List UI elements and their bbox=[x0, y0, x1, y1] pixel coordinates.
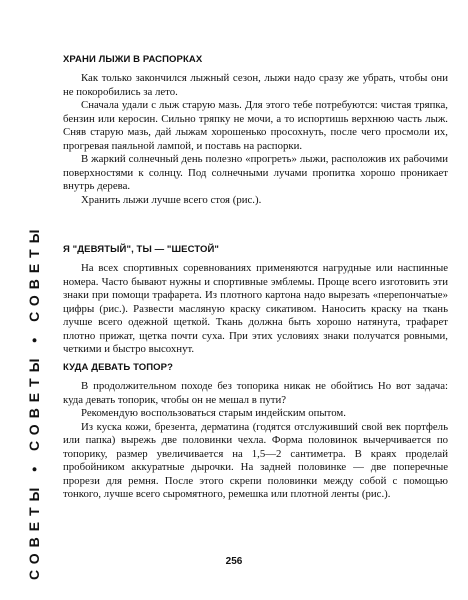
paragraph: Хранить лыжи лучше всего стоя (рис.). bbox=[81, 193, 262, 206]
paragraph: В жаркий солнечный день полезно «прогреть» лыжи, расположив их рабочими поверхностями к солнцу. Под солнечными лучами пропитка хорошо проникает внутрь дерева. bbox=[63, 153, 448, 192]
page-number: 256 bbox=[225, 556, 243, 567]
paragraph: Как только закончился лыжный сезон, лыжи надо сразу же убрать, чтобы они не покоробились за лето. bbox=[63, 72, 448, 98]
section-heading: КУДА ДЕВАТЬ ТОПОР? bbox=[63, 362, 173, 373]
section-heading: ХРАНИ ЛЫЖИ В РАСПОРКАХ bbox=[63, 54, 203, 65]
section-axe bbox=[63, 362, 448, 502]
section-heading: Я "ДЕВЯТЫЙ", ТЫ — "ШЕСТОЙ" bbox=[63, 244, 220, 255]
section-numbers bbox=[63, 244, 448, 357]
paragraph: Рекомендую воспользоваться старым индейским опытом. bbox=[81, 407, 346, 419]
paragraph: На всех спортивных соревнованиях применяются нагрудные или наспинные номера. Часто бывают нужны и спортивные эмблемы. Проще всего изготовить эти знаки при помощи трафарета. Из плотного картона надо вырезать «перепончатые» цифры (рис.). Развести масляную краску сикативом. Наносить краску на ткань лучше всего одежной щеткой. Ткань должна быть хорошо натянута, трафарет плотно прижат, щетка почти суха. При этих условиях знаки получатся ровными, четкими и быстро высохнут. bbox=[63, 262, 448, 355]
paragraph: В продолжительном походе без топорика никак не обойтись Но вот задача: куда девать топорик, чтобы он не мешал в пути? bbox=[63, 380, 448, 406]
side-title-text: СОВЕТЫ • СОВЕТЫ • СОВЕТЫ bbox=[26, 223, 42, 580]
paragraph: Из куска кожи, брезента, дерматина (годятся отслуживший свой век портфель или папка) вырежь две половинки чехла. Форма половинок вычерчивается по топорику, размер увеличивается на 1,5—2 сантиметра. В краях проделай пробойником аккуратные дырочки. На задней половинке — две поперечные прорези для ремня. После этого скрепи половинки между собой с помощью тонкого, лучше всего сыромятного, ремешка или плотной ленты (рис.). bbox=[63, 420, 448, 500]
section-ski-storage bbox=[63, 54, 448, 207]
paragraph: Сначала удали с лыж старую мазь. Для этого тебе потребуются: чистая тряпка, бензин или керосин. Сильно тряпку не мочи, а то испортишь верхнюю часть лыж. Сняв старую мазь, дай лыжам хорошенько просохнуть, после чего просмоли их, прогревая паяльной лампой, и поставь на распорки. bbox=[63, 99, 448, 152]
vertical-side-title bbox=[19, 60, 49, 580]
